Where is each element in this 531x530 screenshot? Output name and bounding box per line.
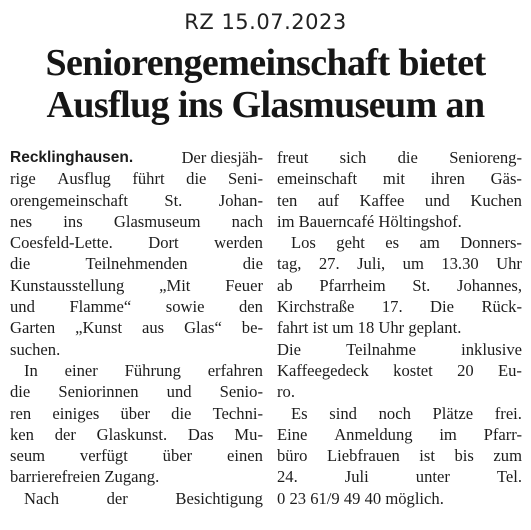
text-line [277,190,522,211]
word: emeinschaft [277,169,358,189]
word: Plätze [432,403,474,423]
word: Coesfeld-Lette. [10,233,113,253]
word: es [385,233,400,253]
text-line [10,488,263,509]
text-line [10,232,263,253]
word: geht [336,233,365,253]
word: sind [329,403,357,423]
word: die [186,169,207,189]
word: einiges [52,403,100,423]
text-line: barrierefreien Zugang. [10,467,160,487]
word: ins [63,211,83,231]
word: 13.30 [441,254,479,274]
text-line [10,168,263,189]
word: den [239,297,263,317]
word: die [171,403,192,423]
word: Teilnahme [346,339,416,359]
word: Liebfrauen [326,446,400,466]
word: im [439,424,457,444]
word: ab [277,275,293,295]
word: ren [10,403,32,423]
word: über [120,403,150,423]
word: büro [277,446,308,466]
word: einen [227,446,263,466]
text-line [10,211,263,232]
text-line [277,147,522,168]
word: Kaffeegedeck [277,360,369,380]
word: die [10,254,31,274]
text-line [10,381,263,402]
word: die [397,148,418,167]
word: Kunstausstellung [10,275,125,295]
word: 27. [318,254,340,274]
word: sich [339,148,367,167]
word: Uhr [496,254,522,274]
article-column-right [277,147,522,509]
word: Johannes, [457,275,522,295]
word: Pfarrheim [319,275,386,295]
word: Techni- [212,403,263,423]
word: Glaskunst. [96,424,168,444]
word: nach [231,211,263,231]
text-line [277,466,522,487]
text-line [10,445,263,466]
word: Seniorinnen [58,382,139,402]
word: nes [10,211,33,231]
word: ten [277,190,298,210]
word: zum [493,446,522,466]
text-line [10,360,263,381]
word: aus [142,318,165,338]
word: die [10,382,31,402]
word: tag, [277,254,302,274]
article-column-left [10,147,263,509]
word: orengemeinschaft [10,190,128,210]
word: inklusive [461,339,522,359]
word: Führung [124,360,181,380]
text-line [277,360,522,381]
text-line [277,232,522,253]
word: mit [382,169,406,189]
word: Das [187,424,214,444]
word: Dort [148,233,179,253]
word: Feuer [225,275,263,295]
word: Donners- [460,233,522,253]
text-line [277,168,522,189]
word: Kaffee [359,190,405,210]
word: St. [412,275,431,295]
word: sowie [165,297,205,317]
text-line: ro. [277,382,295,402]
word: frei. [494,403,522,423]
word: verfügt [79,446,128,466]
word: Kirchstraße [277,297,355,317]
text-line: im Bauerncafé Höltingshof. [277,211,462,231]
word: der [106,488,128,508]
text-line [10,253,263,274]
headline-line-2: Ausflug ins Glasmuseum an [46,84,485,126]
dateline: Recklinghausen. [10,149,134,166]
word: ihren [430,169,465,189]
word: führt [132,169,165,189]
word: be- [241,318,263,338]
word: um [402,254,424,274]
word: die [242,254,263,274]
word: 24. [277,467,298,487]
word: bis [454,446,474,466]
word: Johan- [218,190,263,210]
word: Besichtigung [175,488,263,508]
word: seum [10,446,46,466]
word: auf [317,190,340,210]
word: „Kunst [75,318,123,338]
word: einer [64,360,98,380]
text-line [10,275,263,296]
word: Mu- [234,424,263,444]
word: Anmeldung [334,424,413,444]
text-line [277,445,522,466]
word: Glas“ [184,318,222,338]
word: 17. [381,297,403,317]
word: Glasmuseum [113,211,201,231]
word: werden [214,233,263,253]
word: rige [10,169,36,189]
word: der [54,424,76,444]
word: freut [277,148,309,167]
word: Pfarr- [483,424,522,444]
word: Juli, [357,254,386,274]
word: Nach [24,488,60,508]
text-line [277,296,522,317]
text-line [10,190,263,211]
word: am [419,233,440,253]
word: Rück- [481,297,522,317]
text-line: 0 23 61/9 49 40 möglich. [277,488,444,508]
word: ken [10,424,34,444]
word: und [10,297,35,317]
text-line: suchen. [10,339,61,359]
word: 20 [457,360,474,380]
source-date-label: RZ 15.07.2023 [184,10,347,34]
word: Senio- [219,382,263,402]
word: Die [277,339,301,359]
word: unter [415,467,450,487]
word: Seni- [227,169,263,189]
text-line [10,317,263,338]
text-line [10,424,263,445]
headline [0,42,531,126]
text-line [277,403,522,424]
text-line [277,253,522,274]
text-line [10,147,263,168]
text-line [10,296,263,317]
word: und [166,382,192,402]
word: und [424,190,450,210]
text-line [277,424,522,445]
word: ist [419,446,435,466]
word: Senioreng- [449,148,522,167]
word: Es [291,403,308,423]
word: Gäs- [490,169,522,189]
text-line [10,403,263,424]
text-line [277,275,522,296]
word: In [24,360,38,380]
word: über [162,446,193,466]
word: Die [430,297,454,317]
word: „Mit [159,275,191,295]
word: erfahren [207,360,263,380]
text-line [277,339,522,360]
word: Teilnehmenden [85,254,188,274]
word: St. [164,190,183,210]
text-line: fahrt ist um 18 Uhr geplant. [277,318,462,338]
word: kostet [393,360,433,380]
word: Los [291,233,316,253]
word: Garten [10,318,56,338]
word: Flamme“ [69,297,132,317]
word: Juli [344,467,369,487]
word: Eine [277,424,308,444]
headline-line-1: Seniorengemeinschaft bietet [45,42,486,84]
text-span: Der diesjäh- [181,148,263,167]
word: Eu- [498,360,522,380]
word: noch [378,403,411,423]
word: Kuchen [470,190,522,210]
word: Ausflug [57,169,111,189]
word: Tel. [496,467,522,487]
